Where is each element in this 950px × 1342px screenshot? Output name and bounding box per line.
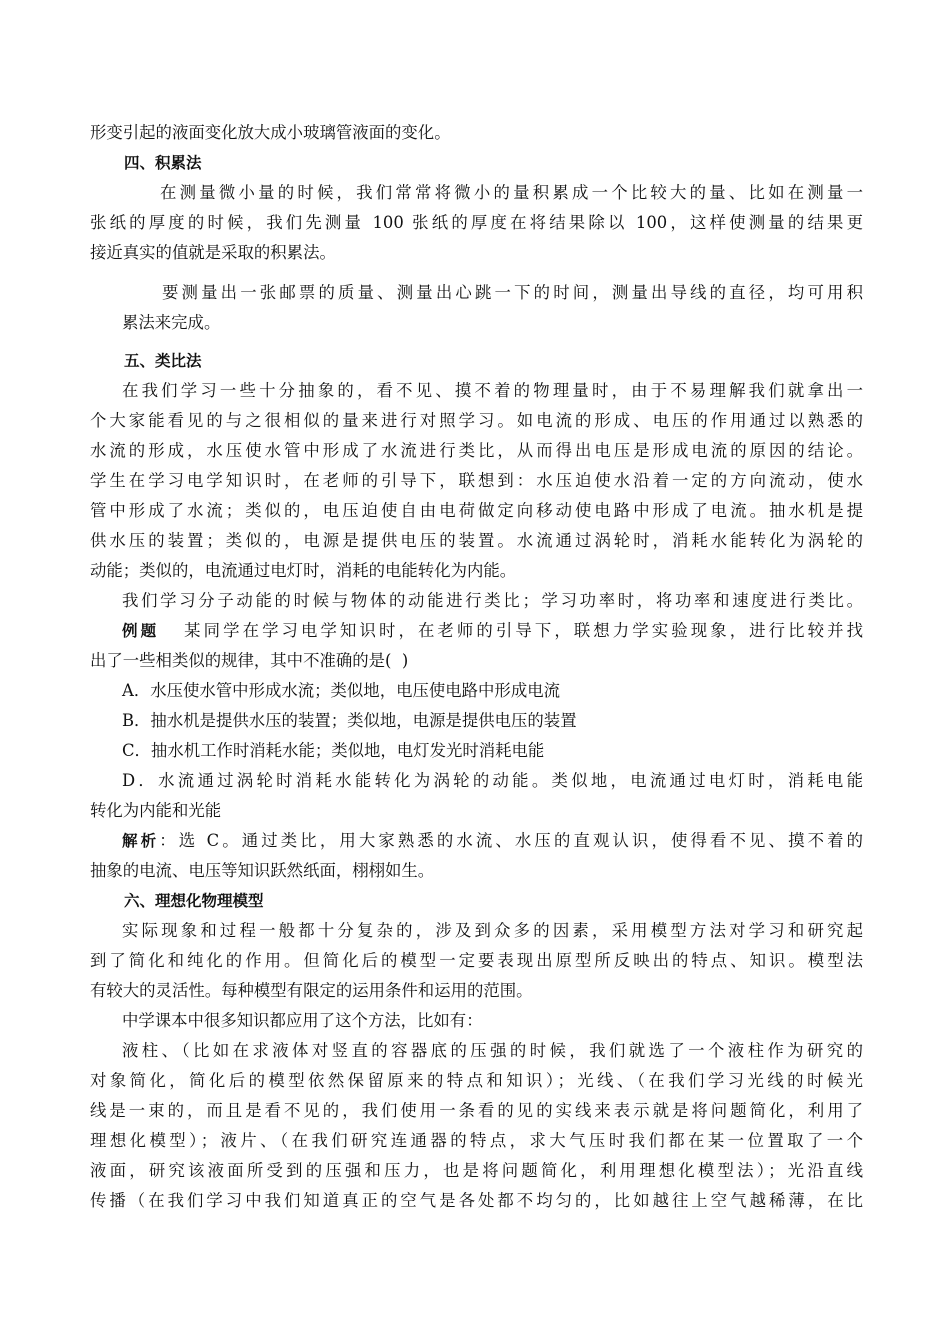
paragraph-line: 要测量出一张邮票的质量、测量出心跳一下的时间，测量出导线的直径，均可用积 bbox=[162, 283, 863, 302]
paragraph-line: 管中形成了水流；类似的，电压迫使自由电荷做定向移动使电路中形成了电流。抽水机是提 bbox=[90, 501, 863, 520]
paragraph-line: 形变引起的液面变化放大成小玻璃管液面的变化。 bbox=[90, 123, 451, 142]
paragraph-line: 理想化模型）；液片、（在我们研究连通器的特点，求大气压时我们都在某一位置取了一个 bbox=[90, 1131, 863, 1150]
example-text: 某同学在学习电学知识时，在老师的引导下，联想力学实验现象，进行比较并找 bbox=[184, 621, 863, 640]
analysis-label: 解析 bbox=[122, 832, 160, 850]
paragraph-line: 液柱、（比如在求液体对竖直的容器底的压强的时候，我们就选了一个液柱作为研究的 bbox=[122, 1041, 863, 1060]
paragraph-line: 有较大的灵活性。每种模型有限定的运用条件和运用的范围。 bbox=[90, 981, 533, 1000]
analysis-line bbox=[90, 826, 863, 856]
option-a: A．水压使水管中形成水流；类似地，电压使电路中形成电流 bbox=[122, 681, 560, 700]
paragraph-line: 张纸的厚度的时候，我们先测量 100 张纸的厚度在将结果除以 100，这样使测量的结果更 bbox=[90, 213, 863, 232]
document-page bbox=[90, 118, 863, 1216]
option-c: C．抽水机工作时消耗水能；类似地，电灯发光时消耗电能 bbox=[122, 741, 545, 760]
option-d: D．水流通过涡轮时消耗水能转化为涡轮的动能。类似地，电流通过电灯时，消耗电能 bbox=[122, 771, 863, 790]
paragraph-line: 我们学习分子动能的时候与物体的动能进行类比；学习功率时，将功率和速度进行类比。 bbox=[122, 591, 863, 610]
paragraph-line: 到了简化和纯化的作用。但简化后的模型一定要表现出原型所反映出的特点、知识。模型法 bbox=[90, 951, 863, 970]
paragraph-line: 累法来完成。 bbox=[122, 313, 221, 332]
paragraph-line: 水流的形成，水压使水管中形成了水流进行类比，从而得出电压是形成电流的原因的结论。 bbox=[90, 441, 863, 460]
paragraph-line: 个大家能看见的与之很相似的量来进行对照学习。如电流的形成、电压的作用通过以熟悉的 bbox=[90, 411, 863, 430]
paragraph-line: 液面，研究该液面所受到的压强和压力，也是将问题简化，利用理想化模型法）；光沿直线 bbox=[90, 1161, 863, 1180]
paragraph-line: 在测量微小量的时候，我们常常将微小的量积累成一个比较大的量、比如在测量一 bbox=[160, 183, 863, 202]
option-b: B．抽水机是提供水压的装置；类似地，电源是提供电压的装置 bbox=[122, 711, 577, 730]
analysis-line: 抽象的电流、电压等知识跃然纸面，栩栩如生。 bbox=[90, 861, 435, 880]
paragraph-line: 学生在学习电学知识时，在老师的引导下，联想到：水压迫使水沿着一定的方向流动，使水 bbox=[90, 471, 863, 490]
example-label: 例题 bbox=[122, 622, 160, 640]
paragraph-line: 供水压的装置；类似的，电源是提供电压的装置。水流通过涡轮时，消耗水能转化为涡轮的 bbox=[90, 531, 863, 550]
paragraph-line: 实际现象和过程一般都十分复杂的，涉及到众多的因素，采用模型方法对学习和研究起 bbox=[122, 921, 863, 940]
section-heading-accumulation: 四、积累法 bbox=[124, 154, 202, 172]
paragraph-line: 线是一束的，而且是看不见的，我们使用一条看的见的实线来表示就是将问题简化，利用了 bbox=[90, 1101, 863, 1120]
section-heading-ideal-model: 六、理想化物理模型 bbox=[124, 892, 264, 910]
paragraph-line: 动能；类似的，电流通过电灯时，消耗的电能转化为内能。 bbox=[90, 561, 517, 580]
paragraph-line: 传播（在我们学习中我们知道真正的空气是各处都不均匀的，比如越往上空气越稀薄，在比 bbox=[90, 1191, 863, 1210]
analysis-text: ：选 C。通过类比，用大家熟悉的水流、水压的直观认识，使得看不见、摸不着的 bbox=[159, 831, 863, 850]
paragraph-line: 中学课本中很多知识都应用了这个方法，比如有： bbox=[122, 1011, 483, 1030]
example-line: 出了一些相类似的规律，其中不准确的是( ) bbox=[90, 651, 409, 670]
option-d-continued: 转化为内能和光能 bbox=[90, 801, 222, 820]
example-line bbox=[90, 616, 863, 646]
paragraph-line: 接近真实的值就是采取的积累法。 bbox=[90, 243, 336, 262]
paragraph-line: 对象简化，简化后的模型依然保留原来的特点和知识）；光线、（在我们学习光线的时候光 bbox=[90, 1071, 863, 1090]
paragraph-line: 在我们学习一些十分抽象的，看不见、摸不着的物理量时，由于不易理解我们就拿出一 bbox=[122, 381, 863, 400]
section-heading-analogy: 五、类比法 bbox=[124, 352, 202, 370]
